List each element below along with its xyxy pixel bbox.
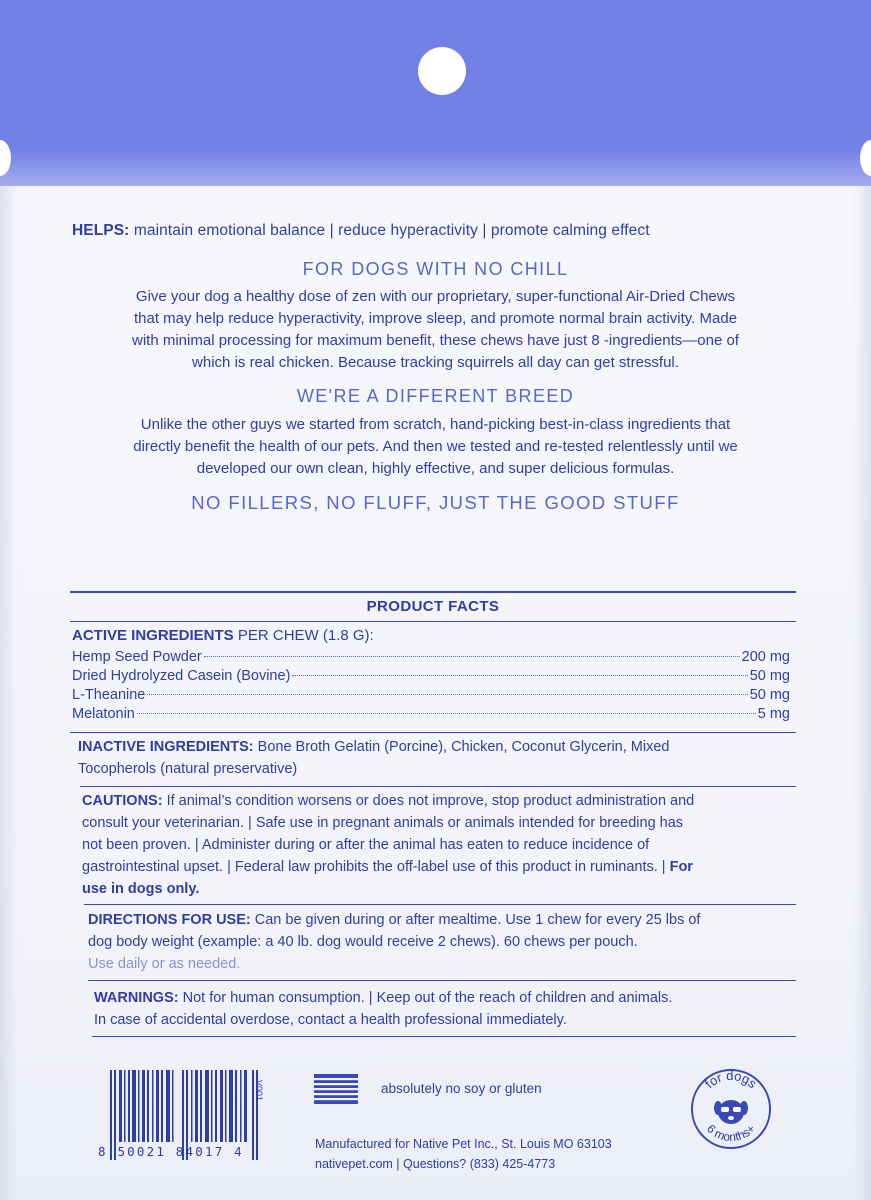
cautions-text-4: gastrointestinal upset. | Federal law prohibits the off-label use of this product in ruminants. | (82, 859, 666, 875)
tagline: NO FILLERS, NO FLUFF, JUST THE GOOD STUFF (191, 492, 680, 513)
barcode-digits: 8 50021 84017 4 (98, 1144, 244, 1159)
paragraph-different-breed (60, 414, 811, 480)
inactive-line-2: Tocopherols (natural preservative) (78, 761, 298, 777)
warnings-block (94, 987, 672, 1031)
facts-divider (70, 732, 796, 733)
inactive-label: INACTIVE INGREDIENTS: (78, 739, 254, 755)
svg-text:6 months+ (704, 1122, 758, 1145)
version-code: V001 (254, 1080, 264, 1102)
directions-label: DIRECTIONS FOR USE: (88, 912, 251, 928)
heading-no-chill: FOR DOGS WITH NO CHILL (302, 259, 569, 279)
facts-divider (88, 980, 796, 981)
facts-divider (84, 904, 796, 905)
cautions-label: CAUTIONS: (82, 793, 163, 809)
cautions-line-2: consult your veterinarian. | Safe use in pregnant animals or animals intended for breeding has (82, 815, 684, 831)
edge-shade-right (853, 186, 871, 1200)
ingredient-row (72, 668, 790, 687)
ingredient-row (72, 649, 790, 668)
para2-line-1: Unlike the other guys we started from scratch, hand-picking best-in-class ingredients that (140, 416, 731, 433)
cautions-line-1 (82, 790, 694, 812)
dog-with-sunglasses-icon (714, 1100, 748, 1124)
ingredient-amount: 50 mg (749, 668, 790, 684)
helps-text: maintain emotional balance | reduce hyperactivity | promote calming effect (133, 222, 650, 239)
cautions-text-1: If animal’s condition worsens or does not improve, stop product administration and (166, 793, 695, 809)
directions-line-1 (88, 909, 700, 931)
para1-line-4: which is real chicken. Because tracking squirrels all day can get stressful. (192, 354, 679, 371)
warnings-line-2: In case of accidental overdose, contact a health professional immediately. (94, 1012, 567, 1028)
para1-line-2: that may help reduce hyperactivity, improve sleep, and promote normal brain activity. Made (133, 310, 738, 327)
warnings-text-1: Not for human consumption. | Keep out of the reach of children and animals. (182, 990, 673, 1006)
facts-divider (92, 1036, 796, 1037)
heading-different-breed: WE'RE A DIFFERENT BREED (296, 386, 575, 406)
cautions-bold-4: For (669, 859, 693, 875)
ingredient-amount: 50 mg (749, 687, 790, 703)
cautions-line-4 (82, 856, 694, 878)
para2-line-3: developed our own clean, highly effective, and super delicious formulas. (196, 460, 675, 477)
hang-hole (418, 47, 466, 95)
manufacturer-line: Manufactured for Native Pet Inc., St. Louis MO 63103 (315, 1137, 612, 1151)
ingredient-amount: 5 mg (757, 706, 790, 722)
badge-bottom-text: 6 months+ (704, 1121, 758, 1145)
paragraph-no-chill (60, 286, 811, 374)
us-flag-icon (314, 1074, 358, 1104)
manufacturer-info (315, 1134, 612, 1174)
helps-line (72, 222, 650, 240)
dot-leader (204, 656, 740, 657)
inactive-text-1: Bone Broth Gelatin (Porcine), Chicken, Coconut Glycerin, Mixed (257, 739, 670, 755)
cautions-bold-5: use in dogs only. (82, 881, 200, 897)
inactive-line-1 (78, 736, 669, 758)
age-badge (690, 1068, 772, 1150)
band-shade (0, 150, 871, 186)
cautions-line-3: not been proven. | Administer during or after the animal has eaten to reduce incidence of (82, 837, 650, 853)
directions-line-3: Use daily or as needed. (88, 956, 241, 972)
warnings-label: WARNINGS: (94, 990, 179, 1006)
active-suffix: PER CHEW (1.8 G): (237, 627, 374, 644)
ingredient-name: Melatonin (72, 706, 135, 722)
ingredient-name: L-Theanine (72, 687, 146, 703)
facts-divider (80, 786, 796, 787)
product-facts-title: PRODUCT FACTS (70, 591, 796, 622)
para2-line-2: directly benefit the health of our pets. And then we tested and re-tested relentlessly until we (133, 438, 738, 455)
active-ingredients-heading (72, 627, 374, 644)
ingredient-name: Dried Hydrolyzed Casein (Bovine) (72, 668, 291, 684)
dot-leader (147, 694, 747, 695)
directions-line-2: dog body weight (example: a 40 lb. dog would receive 2 chews). 60 chews per pouch. (88, 934, 638, 950)
ingredient-row (72, 706, 790, 725)
ingredient-name: Hemp Seed Powder (72, 649, 202, 665)
ingredient-row (72, 687, 790, 706)
directions-text-1: Can be given during or after mealtime. Use 1 chew for every 25 lbs of (254, 912, 701, 928)
cautions-line-5 (82, 878, 694, 900)
para1-line-1: Give your dog a healthy dose of zen with our proprietary, super-functional Air-Dried Chews (135, 288, 736, 305)
no-soy-text: absolutely no soy or gluten (381, 1081, 542, 1096)
helps-label: HELPS: (72, 222, 130, 239)
para1-line-3: with minimal processing for maximum benefit, these chews have just 8 -ingredients—one of (132, 332, 739, 349)
svg-text:for dogs (702, 1068, 761, 1092)
dot-leader (137, 713, 756, 714)
ingredient-amount: 200 mg (741, 649, 790, 665)
active-label: ACTIVE INGREDIENTS (72, 627, 234, 644)
warnings-line-1 (94, 987, 672, 1009)
contact-line: nativepet.com | Questions? (833) 425-4773 (315, 1157, 556, 1171)
edge-shade-left (0, 186, 18, 1200)
dot-leader (292, 675, 747, 676)
inactive-ingredients (78, 736, 669, 780)
directions-block (88, 909, 700, 975)
badge-top-text: for dogs (701, 1068, 760, 1092)
cautions-block (82, 790, 694, 900)
